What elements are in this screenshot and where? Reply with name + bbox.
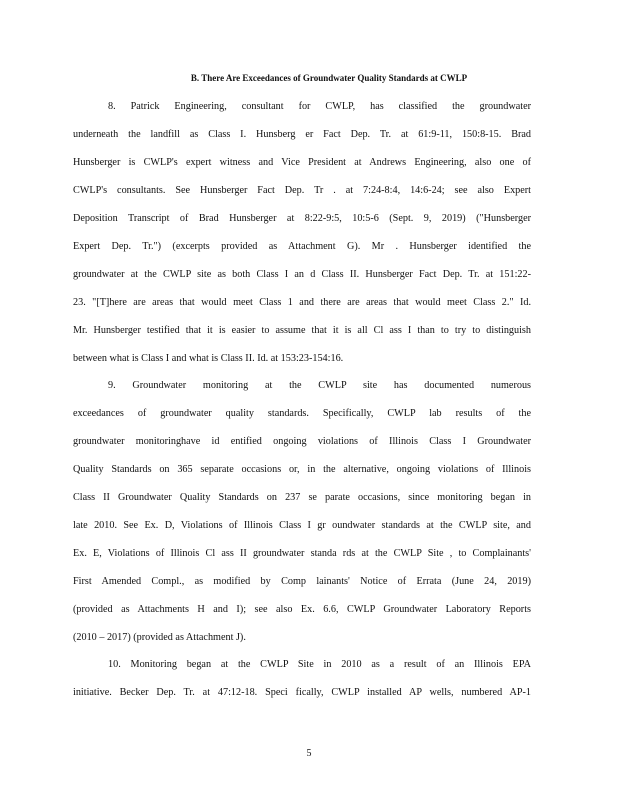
text-line: between what is Class I and what is Class II. Id. at 153:23-154:16. bbox=[73, 353, 344, 364]
text-line: (2010 – 2017) (provided as Attachment J). bbox=[73, 632, 246, 643]
text-line: 8. Patrick Engineering, consultant for CWLP, has classified the groundwater bbox=[108, 101, 531, 112]
section-heading: B. There Are Exceedances of Groundwater Quality Standards at CWLP bbox=[190, 73, 468, 83]
text-line: Ex. E, Violations of Illinois Cl ass II groundwater standa rds at the CWLP Site , to Complainants' bbox=[73, 548, 531, 559]
text-line: Hunsberger is CWLP's expert witness and Vice President at Andrews Engineering, also one of bbox=[73, 157, 531, 168]
text-line: Expert Dep. Tr.") (excerpts provided as Attachment G). Mr . Hunsberger identified the bbox=[73, 241, 531, 252]
text-line: exceedances of groundwater quality standards. Specifically, CWLP lab results of the bbox=[73, 408, 531, 419]
text-line: Deposition Transcript of Brad Hunsberger at 8:22-9:5, 10:5-6 (Sept. 9, 2019) ("Hunsberger bbox=[73, 213, 531, 224]
text-line: late 2010. See Ex. D, Violations of Illinois Class I gr oundwater standards at the CWLP site, and bbox=[73, 520, 531, 531]
text-line: 9. Groundwater monitoring at the CWLP site has documented numerous bbox=[108, 380, 531, 391]
text-line: CWLP's consultants. See Hunsberger Fact Dep. Tr . at 7:24-8:4, 14:6-24; see also Expert bbox=[73, 185, 531, 196]
text-line: groundwater monitoringhave id entified ongoing violations of Illinois Class I Groundwater bbox=[73, 436, 531, 447]
text-line: groundwater at the CWLP site as both Class I an d Class II. Hunsberger Fact Dep. Tr. at 151:22- bbox=[73, 269, 531, 280]
text-line: Class II Groundwater Quality Standards on 237 se parate occasions, since monitoring began in bbox=[73, 492, 531, 503]
text-line: 23. "[T]here are areas that would meet Class 1 and there are areas that would meet Class 2." Id. bbox=[73, 297, 531, 308]
page-number: 5 bbox=[306, 748, 312, 759]
text-line: (provided as Attachments H and I); see also Ex. 6.6, CWLP Groundwater Laboratory Reports bbox=[73, 604, 531, 615]
text-line: 10. Monitoring began at the CWLP Site in 2010 as a result of an Illinois EPA bbox=[108, 659, 531, 670]
text-line: initiative. Becker Dep. Tr. at 47:12-18. Speci fically, CWLP installed AP wells, numbered AP-1 bbox=[73, 687, 531, 698]
text-line: Mr. Hunsberger testified that it is easier to assume that it is all Cl ass I than to try to distinguish bbox=[73, 325, 531, 336]
text-line: First Amended Compl., as modified by Comp lainants' Notice of Errata (June 24, 2019) bbox=[73, 576, 531, 587]
text-line: Quality Standards on 365 separate occasions or, in the alternative, ongoing violations of Illinois bbox=[73, 464, 531, 475]
text-line: underneath the landfill as Class I. Hunsberg er Fact Dep. Tr. at 61:9-11, 150:8-15. Brad bbox=[73, 129, 531, 140]
